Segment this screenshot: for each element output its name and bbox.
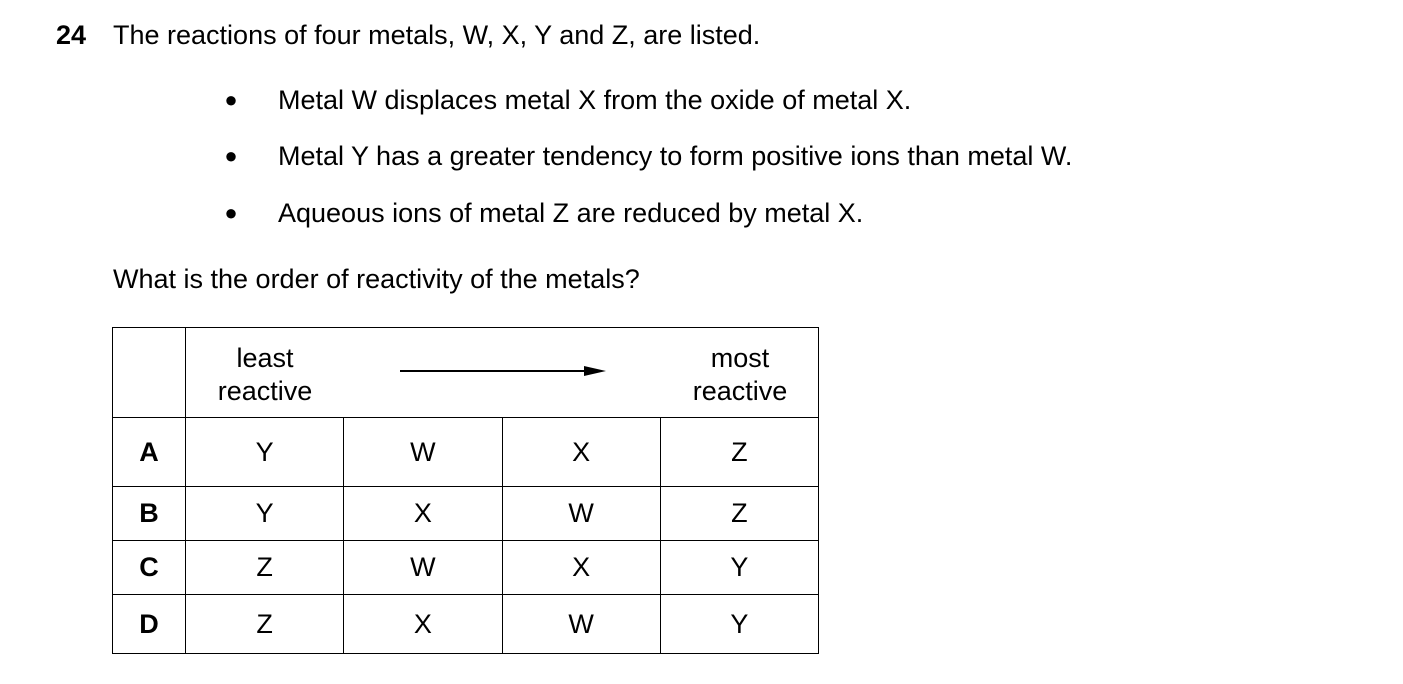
- table-cell: W: [502, 487, 660, 541]
- bullet-icon: ●: [224, 87, 238, 112]
- table-cell: W: [344, 541, 502, 595]
- option-letter: B: [113, 487, 186, 541]
- option-letter: A: [113, 418, 186, 487]
- list-item-text: Metal Y has a greater tendency to form positive ions than metal W.: [278, 141, 1073, 171]
- table-cell: X: [502, 418, 660, 487]
- table-cell: Y: [186, 418, 344, 487]
- header-cell: [186, 328, 819, 418]
- option-letter: D: [113, 595, 186, 654]
- question-intro: The reactions of four metals, W, X, Y and Z, are listed.: [113, 20, 761, 50]
- bullet-icon: ●: [224, 200, 238, 225]
- table-cell: X: [502, 541, 660, 595]
- header-most-reactive: most reactive: [692, 343, 788, 406]
- answer-table: [112, 327, 819, 654]
- table-cell: W: [344, 418, 502, 487]
- table-row: [113, 487, 819, 541]
- table-cell: X: [344, 487, 502, 541]
- table-row: [113, 418, 819, 487]
- table-cell: Z: [186, 541, 344, 595]
- bullet-icon: ●: [224, 143, 238, 168]
- table-cell: Z: [660, 418, 818, 487]
- question-prompt: What is the order of reactivity of the metals?: [113, 264, 640, 294]
- table-cell: W: [502, 595, 660, 654]
- table-header-row: [113, 328, 819, 418]
- arrow-right-icon: [400, 365, 606, 377]
- table-cell: Y: [186, 487, 344, 541]
- table-cell: X: [344, 595, 502, 654]
- table-cell: Y: [660, 595, 818, 654]
- table-cell: Z: [186, 595, 344, 654]
- header-blank-cell: [113, 328, 186, 418]
- list-item-text: Metal W displaces metal X from the oxide of metal X.: [278, 85, 912, 115]
- list-item-text: Aqueous ions of metal Z are reduced by metal X.: [278, 198, 864, 228]
- option-letter: C: [113, 541, 186, 595]
- table-row: [113, 541, 819, 595]
- table-cell: Z: [660, 487, 818, 541]
- header-least-reactive: least reactive: [217, 343, 313, 406]
- table-row: [113, 595, 819, 654]
- question-number: 24: [56, 20, 87, 50]
- table-cell: Y: [660, 541, 818, 595]
